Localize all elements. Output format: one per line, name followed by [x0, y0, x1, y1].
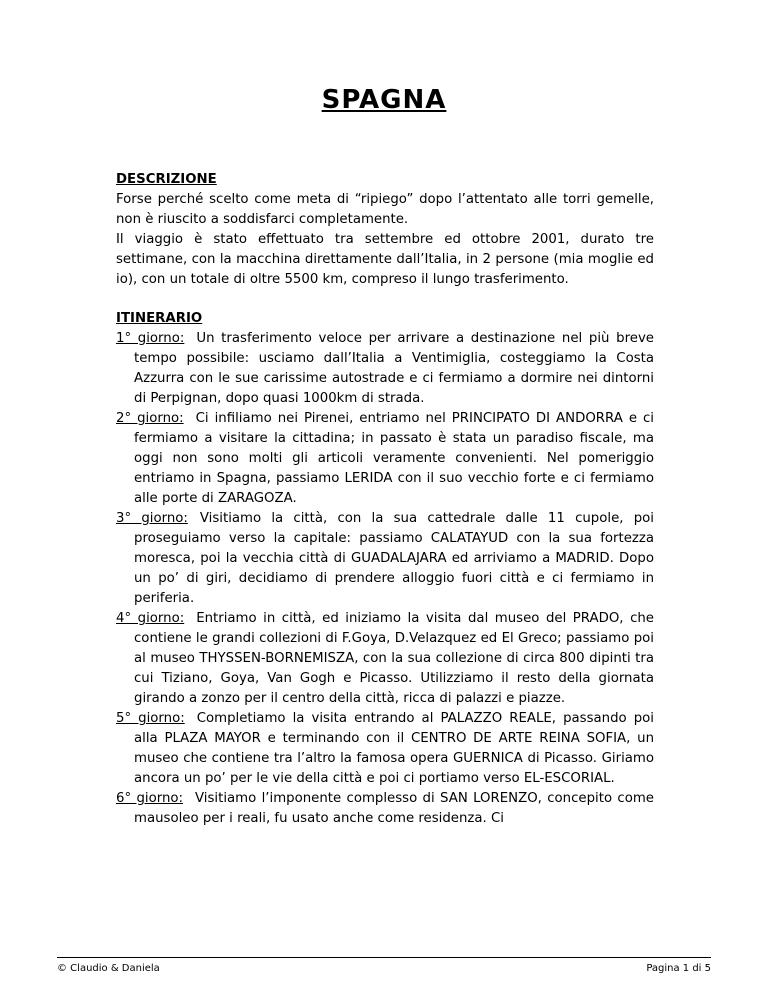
itinerary-day: [116, 329, 654, 409]
day-text: Visitiamo l’imponente complesso di SAN LORENZO, concepito come mausoleo per i reali, fu usato anche come residenza. Ci: [134, 791, 654, 826]
footer-divider: [57, 957, 711, 958]
footer-copyright: © Claudio & Daniela: [57, 963, 160, 974]
footer-page-number: Pagina 1 di 5: [646, 963, 711, 974]
document-title: SPAGNA: [321, 85, 447, 115]
day-text: Ci infiliamo nei Pirenei, entriamo nel PRINCIPATO DI ANDORRA e ci fermiamo a visitare la cittadina; in passato è stata un paradiso fiscale, ma oggi non sono molti gli articoli veramente convenienti. Nel pomeriggio entriamo in Spagna, passiamo LERIDA con il suo vecchio forte e ci fermiamo alle porte di ZARAGOZA.: [134, 411, 654, 506]
itinerary-day: [116, 509, 654, 609]
itinerary-day: [116, 409, 654, 509]
day-label: 5° giorno:: [116, 711, 185, 726]
day-text: Un trasferimento veloce per arrivare a destinazione nel più breve tempo possibile: usciamo dall’Italia a Ventimiglia, costeggiamo la Costa Azzurra con le sue carissime autostrade e ci fermiamo a dormire nei dintorni di Perpignan, dopo quasi 1000km di strada.: [134, 331, 654, 406]
document-body: [116, 170, 654, 829]
section-heading-itinerario: ITINERARIO: [116, 311, 203, 326]
paragraph: Forse perché scelto come meta di “ripiego” dopo l’attentato alle torri gemelle, non è riuscito a soddisfarci completamente.: [116, 192, 654, 227]
day-label: 6° giorno:: [116, 791, 183, 806]
day-label: 4° giorno:: [116, 611, 185, 626]
itinerary-day: [116, 709, 654, 789]
day-label: 1° giorno:: [116, 331, 185, 346]
section-heading-descrizione: DESCRIZIONE: [116, 172, 217, 187]
itinerary-day: [116, 789, 654, 829]
itinerary-day: [116, 609, 654, 709]
paragraph: Il viaggio è stato effettuato tra settembre ed ottobre 2001, durato tre settimane, con la macchina direttamente dall’Italia, in 2 persone (mia moglie ed io), con un totale di oltre 5500 km, compreso il lungo trasferimento.: [116, 232, 654, 287]
day-text: Visitiamo la città, con la sua cattedrale dalle 11 cupole, poi proseguiamo verso la capitale: passiamo CALATAYUD con la sua fortezza moresca, poi la vecchia città di GUADALAJARA ed arriviamo a MADRID. Dopo un po’ di giri, decidiamo di prendere alloggio fuori città e ci fermiamo in periferia.: [134, 511, 654, 606]
day-text: Completiamo la visita entrando al PALAZZO REALE, passando poi alla PLAZA MAYOR e terminando con il CENTRO DE ARTE REINA SOFIA, un museo che contiene tra l’altro la famosa opera GUERNICA di Picasso. Giriamo ancora un po’ per le vie della città e poi ci portiamo verso EL-ESCORIAL.: [134, 711, 654, 786]
day-label: 3° giorno:: [116, 511, 188, 526]
day-text: Entriamo in città, ed iniziamo la visita dal museo del PRADO, che contiene le grandi collezioni di F.Goya, D.Velazquez ed El Greco; passiamo poi al museo THYSSEN-BORNEMISZA, con la sua collezione di circa 800 dipinti tra cui Tiziano, Goya, Van Gogh e Picasso. Utilizziamo il resto della giornata girando a zonzo per il centro della città, ricca di palazzi e piazze.: [134, 611, 654, 706]
day-label: 2° giorno:: [116, 411, 184, 426]
